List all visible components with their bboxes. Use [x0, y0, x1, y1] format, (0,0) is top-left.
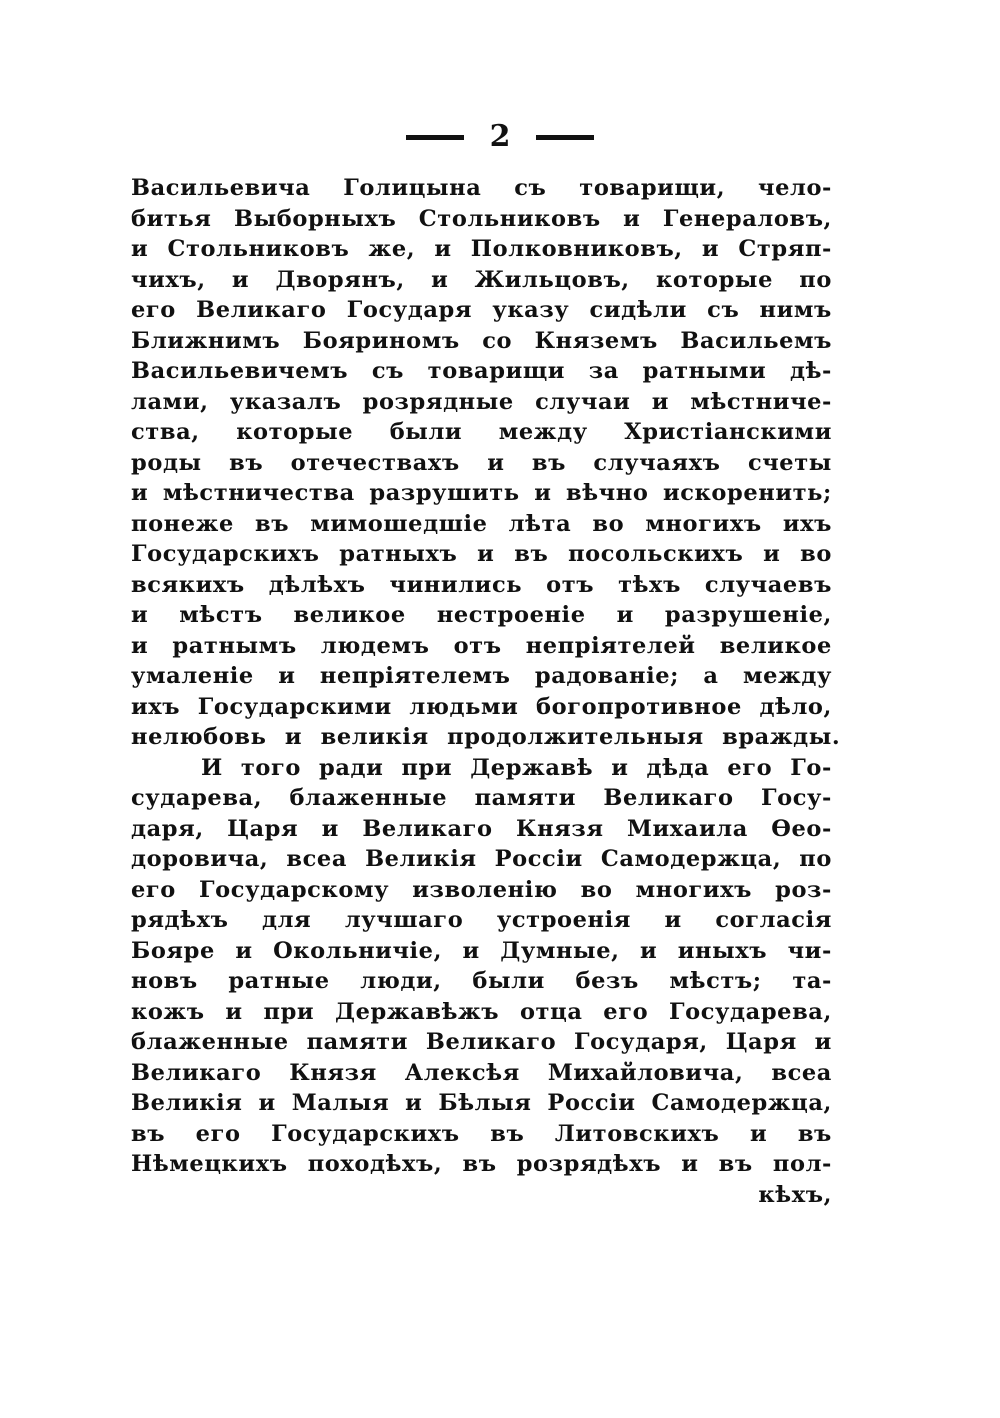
text-line: лами, указалъ розрядные случаи и мѣстниче- [131, 388, 832, 415]
text-line: доровича, всеа Великія Россіи Самодержца, по [131, 846, 832, 872]
text-line: сударева, блаженные памяти Великаго Госу- [131, 785, 832, 811]
text-line: нелюбовь и великія продолжительныя вражды. [131, 724, 841, 750]
text-line: блаженные памяти Великаго Государя, Царя и [131, 1029, 832, 1055]
page-header [0, 119, 1000, 154]
body-text [131, 173, 841, 1210]
text-line: И того ради при Державѣ и дѣда его Го- [201, 754, 832, 781]
text-line: Великаго Князя Алексѣя Михайловича, всеа [131, 1059, 832, 1086]
text-line: даря, Царя и Великаго Князя Михаила Ѳео- [131, 815, 832, 842]
text-line: Васильевича Голицына съ товарищи, чело- [131, 175, 832, 201]
header-rule-right [536, 135, 594, 140]
text-line: Васильевичемъ съ товарищи за ратными дѣ- [131, 358, 832, 384]
text-line: Бояре и Окольничіе, и Думные, и иныхъ чи- [131, 937, 832, 964]
text-line: кѣхъ, [758, 1181, 832, 1208]
page-number: 2 [489, 119, 511, 154]
text-line: его Великаго Государя указу сидѣли съ нимъ [131, 297, 832, 323]
text-line: Нѣмецкихъ походѣхъ, въ розрядѣхъ и въ пол- [131, 1151, 832, 1177]
text-line: всякихъ дѣлѣхъ чинились отъ тѣхъ случаевъ [131, 571, 832, 598]
text-line: Великія и Малыя и Бѣлыя Россіи Самодержца, [131, 1090, 832, 1116]
header-rule-left [406, 135, 464, 140]
text-line: Ближнимъ Бояриномъ со Княземъ Васильемъ [131, 327, 832, 354]
text-line: его Государскому изволенію во многихъ роз- [131, 876, 832, 903]
text-line: Государскихъ ратныхъ и въ посольскихъ и во [131, 541, 832, 567]
text-line: понеже въ мимошедшіе лѣта во многихъ ихъ [131, 510, 832, 537]
text-line: въ его Государскихъ въ Литовскихъ и въ [131, 1120, 832, 1147]
text-line: кожъ и при Державѣжъ отца его Государева, [131, 998, 832, 1025]
text-line: новъ ратные люди, были безъ мѣстъ; та- [131, 968, 832, 994]
text-line: роды въ отечествахъ и въ случаяхъ счеты [131, 449, 832, 476]
text-line: битья Выборныхъ Стольниковъ и Генераловъ, [131, 205, 832, 232]
text-line: ихъ Государскими людьми богопротивное дѣло, [131, 693, 832, 720]
text-line: и мѣстъ великое нестроеніе и разрушеніе, [131, 602, 832, 628]
text-line: чихъ, и Дворянъ, и Жильцовъ, которые по [131, 266, 832, 293]
text-line: и мѣстничества разрушить и вѣчно искоренить; [131, 480, 832, 506]
text-line: ства, которые были между Христіанскими [131, 419, 832, 445]
text-line: и ратнымъ людемъ отъ непріятелей великое [131, 632, 832, 659]
text-line: умаленіе и непріятелемъ радованіе; а между [131, 663, 832, 689]
text-line: рядѣхъ для лучшаго устроенія и согласія [131, 907, 832, 933]
text-line: и Стольниковъ же, и Полковниковъ, и Стряп- [131, 236, 832, 262]
